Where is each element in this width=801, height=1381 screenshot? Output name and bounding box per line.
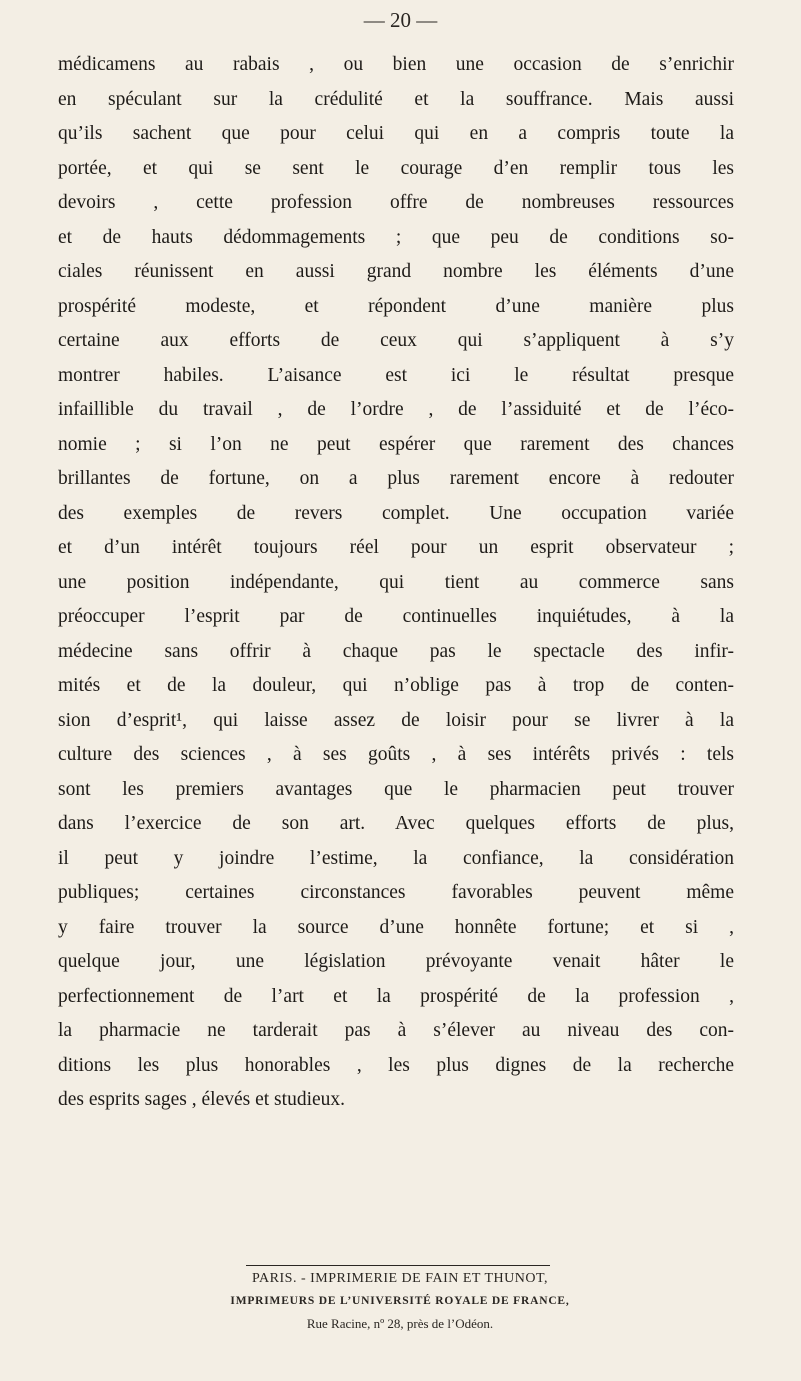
text-line: quelque jour, une législation prévoyante venait hâter le bbox=[58, 951, 734, 972]
text-line: préoccuper l’esprit par de continuelles inquiétudes, à la bbox=[58, 606, 734, 627]
text-line: une position indépendante, qui tient au commerce sans bbox=[58, 571, 734, 593]
page-number: — 20 — bbox=[363, 8, 438, 32]
text-line: en spéculant sur la crédulité et la souffrance. Mais aussi bbox=[58, 88, 734, 110]
imprint-divider bbox=[246, 1265, 550, 1266]
imprint-printer-line: PARIS. - IMPRIMERIE DE FAIN ET THUNOT, bbox=[252, 1271, 548, 1286]
text-line: des exemples de revers complet. Une occupation variée bbox=[58, 502, 734, 524]
imprint-address-line: Rue Racine, nº 28, près de l’Odéon. bbox=[306, 1316, 494, 1331]
text-line: prospérité modeste, et répondent d’une manière plus bbox=[58, 295, 734, 317]
text-line: et d’un intérêt toujours réel pour un esprit observateur ; bbox=[58, 537, 734, 558]
text-line: qu’ils sachent que pour celui qui en a compris toute la bbox=[58, 123, 734, 144]
text-line: médecine sans offrir à chaque pas le spectacle des infir- bbox=[58, 640, 734, 662]
text-line: brillantes de fortune, on a plus rarement encore à redouter bbox=[58, 468, 734, 489]
text-line: culture des sciences , à ses goûts , à ses intérêts privés : tels bbox=[58, 744, 734, 765]
text-line: infaillible du travail , de l’ordre , de l’assiduité et de l’éco- bbox=[58, 399, 734, 420]
text-line: il peut y joindre l’estime, la confiance, la considération bbox=[58, 847, 734, 869]
text-line: y faire trouver la source d’une honnête fortune; et si , bbox=[58, 916, 734, 938]
text-line: dans l’exercice de son art. Avec quelques efforts de plus, bbox=[58, 813, 734, 834]
text-line: publiques; certaines circonstances favorables peuvent même bbox=[58, 882, 734, 903]
text-line: devoirs , cette profession offre de nombreuses ressources bbox=[58, 192, 734, 213]
text-line: perfectionnement de l’art et la prospérité de la profession , bbox=[58, 985, 734, 1007]
body-text bbox=[58, 48, 734, 1118]
imprint-university-line: IMPRIMEURS DE L’UNIVERSITÉ ROYALE DE FRANCE, bbox=[230, 1295, 570, 1307]
text-line: mités et de la douleur, qui n’oblige pas à trop de conten- bbox=[58, 675, 734, 696]
text-line-last: des esprits sages , élevés et studieux. bbox=[58, 1089, 346, 1110]
text-line: certaine aux efforts de ceux qui s’appliquent à s’y bbox=[58, 330, 734, 351]
text-line: et de hauts dédommagements ; que peu de conditions so- bbox=[58, 226, 734, 248]
text-line: montrer habiles. L’aisance est ici le résultat presque bbox=[58, 364, 734, 386]
text-line: sion d’esprit¹, qui laisse assez de loisir pour se livrer à la bbox=[58, 709, 734, 731]
text-line: sont les premiers avantages que le pharmacien peut trouver bbox=[58, 778, 734, 800]
text-line: nomie ; si l’on ne peut espérer que rarement des chances bbox=[58, 433, 734, 455]
text-line: ciales réunissent en aussi grand nombre les éléments d’une bbox=[58, 261, 734, 282]
text-line: ditions les plus honorables , les plus dignes de la recherche bbox=[58, 1054, 734, 1076]
text-line: la pharmacie ne tarderait pas à s’élever au niveau des con- bbox=[58, 1020, 734, 1041]
text-line: médicamens au rabais , ou bien une occasion de s’enrichir bbox=[58, 54, 734, 75]
text-line: portée, et qui se sent le courage d’en remplir tous les bbox=[58, 157, 734, 179]
